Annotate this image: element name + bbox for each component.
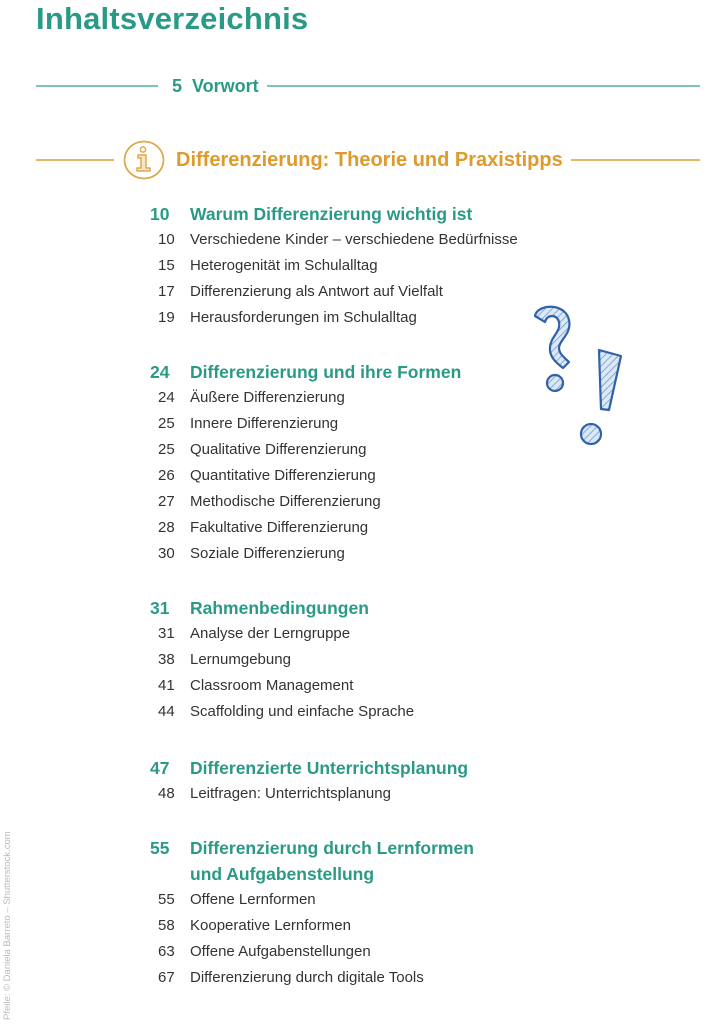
section-heading[interactable] [150,835,610,887]
preface-label: Vorwort [192,75,259,96]
image-credit: Pfeile: © Daniela Barreto – Shutterstock.com [2,831,13,1020]
divider-right [267,85,700,87]
entry-title: Differenzierung durch digitale Tools [190,969,424,986]
section-page: 31 [150,598,170,618]
entry-title: Lernumgebung [190,651,291,668]
question-exclamation-icon [525,300,635,450]
toc-entry[interactable] [150,227,610,253]
entry-title: Äußere Differenzierung [190,389,345,406]
entry-title: Qualitative Differenzierung [190,441,367,458]
entry-page: 28 [158,519,175,536]
toc-entry[interactable] [150,463,610,489]
entry-title: Verschiedene Kinder – verschiedene Bedürfnisse [190,231,518,248]
toc-entry[interactable] [150,939,610,965]
part-heading [36,138,700,182]
entry-page: 27 [158,493,175,510]
entry-page: 17 [158,283,175,300]
section-heading[interactable] [150,201,610,227]
divider-left [36,159,114,161]
section-page: 24 [150,362,170,382]
toc-entry[interactable] [150,621,610,647]
entry-title: Leitfragen: Unterrichtsplanung [190,785,391,802]
entry-page: 10 [158,231,175,248]
section-page: 47 [150,758,170,778]
entry-title: Quantitative Differenzierung [190,467,376,484]
section-title: Differenzierung und ihre Formen [190,362,462,382]
entry-page: 58 [158,917,175,934]
section-title: Differenzierte Unterrichtsplanung [190,758,469,778]
section-heading[interactable] [150,595,610,621]
entry-page: 26 [158,467,175,484]
entry-title: Herausforderungen im Schulalltag [190,309,417,326]
info-icon [122,139,166,181]
preface-entry[interactable] [36,74,700,98]
entry-title: Scaffolding und einfache Sprache [190,703,415,720]
entry-page: 25 [158,415,175,432]
entry-title: Innere Differenzierung [190,415,339,432]
toc-entry[interactable] [150,965,610,991]
part-label: Differenzierung: Theorie und Praxistipps [176,148,563,171]
entry-page: 55 [158,891,175,908]
entry-page: 44 [158,703,175,720]
entry-page: 48 [158,785,175,802]
entry-page: 19 [158,309,175,326]
entry-title: Classroom Management [190,677,354,694]
entry-page: 31 [158,625,175,642]
section-title-line2: und Aufgabenstellung [190,864,375,884]
toc-entry[interactable] [150,781,610,807]
divider-right [571,159,700,161]
toc-section [150,755,610,807]
entry-title: Offene Lernformen [190,891,316,908]
section-title: Warum Differenzierung wichtig ist [190,204,473,224]
preface-page: 5 [172,75,183,96]
entry-title: Methodische Differenzierung [190,493,381,510]
entry-title: Kooperative Lernformen [190,917,351,934]
toc-entry[interactable] [150,515,610,541]
section-page: 55 [150,838,170,858]
page-title: Inhaltsverzeichnis [36,1,309,36]
toc-section [150,835,610,991]
entry-title: Fakultative Differenzierung [190,519,369,536]
toc-entry[interactable] [150,913,610,939]
entry-page: 63 [158,943,175,960]
toc-entry[interactable] [150,699,610,725]
entry-page: 15 [158,257,175,274]
entry-page: 38 [158,651,175,668]
section-title: Rahmenbedingungen [190,598,369,618]
entry-title: Offene Aufgabenstellungen [190,943,371,960]
entry-title: Soziale Differenzierung [190,545,345,562]
entry-title: Heterogenität im Schulalltag [190,257,378,274]
entry-page: 24 [158,389,175,406]
toc-entry[interactable] [150,647,610,673]
toc-entry[interactable] [150,489,610,515]
toc-entry[interactable] [150,673,610,699]
section-page: 10 [150,204,170,224]
section-heading[interactable] [150,755,610,781]
entry-page: 67 [158,969,175,986]
section-title-line1: Differenzierung durch Lernformen [190,838,474,858]
divider-left [36,85,158,87]
entry-page: 41 [158,677,175,694]
toc-entry[interactable] [150,253,610,279]
toc-section [150,595,610,725]
entry-page: 25 [158,441,175,458]
entry-title: Differenzierung als Antwort auf Vielfalt [190,283,443,300]
entry-title: Analyse der Lerngruppe [190,625,351,642]
toc-entry[interactable] [150,541,610,567]
toc-entry[interactable] [150,887,610,913]
entry-page: 30 [158,545,175,562]
section-title [190,835,610,887]
